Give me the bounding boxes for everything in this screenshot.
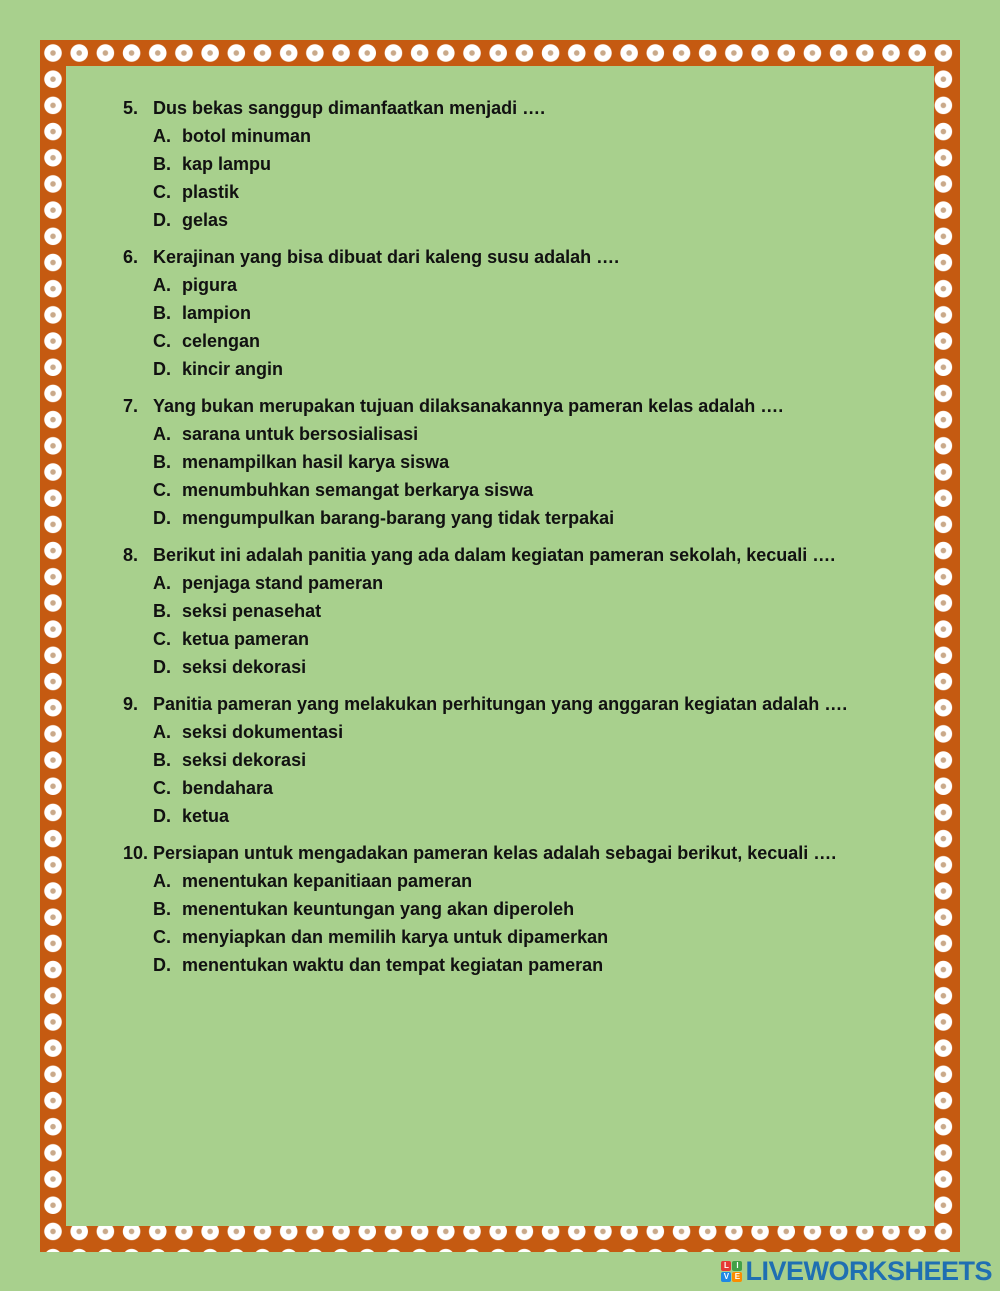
option-list (153, 569, 923, 681)
question-item (123, 243, 923, 383)
option-letter: C. (153, 629, 171, 649)
option-letter: A. (153, 722, 171, 742)
logo-tile: E (732, 1272, 742, 1282)
answer-option[interactable] (153, 802, 923, 830)
answer-option[interactable] (153, 625, 923, 653)
question-number: 9. (123, 694, 139, 714)
question-item (123, 94, 923, 234)
answer-option[interactable] (153, 746, 923, 774)
option-letter: C. (153, 182, 171, 202)
option-letter: B. (153, 601, 171, 621)
question-line (123, 243, 923, 271)
option-letter: C. (153, 331, 171, 351)
question-line (123, 541, 923, 569)
answer-option[interactable] (153, 653, 923, 681)
answer-option[interactable] (153, 448, 923, 476)
option-text: mengumpulkan barang-barang yang tidak terpakai (182, 508, 615, 528)
question-text: Dus bekas sanggup dimanfaatkan menjadi …. (153, 98, 546, 118)
option-list (153, 718, 923, 830)
question-item (123, 839, 923, 979)
question-item (123, 392, 923, 532)
answer-option[interactable] (153, 476, 923, 504)
option-letter: D. (153, 210, 171, 230)
answer-option[interactable] (153, 150, 923, 178)
option-list (153, 867, 923, 979)
option-text: botol minuman (182, 126, 311, 146)
option-letter: B. (153, 899, 171, 919)
option-text: ketua pameran (182, 629, 310, 649)
option-letter: D. (153, 806, 171, 826)
question-list (123, 94, 923, 988)
question-text: Yang bukan merupakan tujuan dilaksanakannya pameran kelas adalah …. (153, 396, 784, 416)
option-text: seksi dokumentasi (182, 722, 344, 742)
answer-option[interactable] (153, 271, 923, 299)
question-line (123, 839, 923, 867)
option-text: seksi dekorasi (182, 657, 307, 677)
answer-option[interactable] (153, 420, 923, 448)
option-letter: A. (153, 573, 171, 593)
logo-tile: I (732, 1261, 742, 1271)
question-number: 8. (123, 545, 139, 565)
option-text: kincir angin (182, 359, 284, 379)
answer-option[interactable] (153, 178, 923, 206)
question-number: 5. (123, 98, 139, 118)
question-line (123, 690, 923, 718)
answer-option[interactable] (153, 923, 923, 951)
option-letter: A. (153, 275, 171, 295)
option-text: menumbuhkan semangat berkarya siswa (182, 480, 534, 500)
option-list (153, 122, 923, 234)
question-number: 7. (123, 396, 139, 416)
option-text: menentukan kepanitiaan pameran (182, 871, 473, 891)
option-text: sarana untuk bersosialisasi (182, 424, 419, 444)
option-text: celengan (182, 331, 261, 351)
option-letter: B. (153, 154, 171, 174)
option-letter: C. (153, 927, 171, 947)
option-text: menampilkan hasil karya siswa (182, 452, 450, 472)
option-text: seksi dekorasi (182, 750, 307, 770)
option-text: menyiapkan dan memilih karya untuk dipamerkan (182, 927, 609, 947)
question-text: Berikut ini adalah panitia yang ada dalam kegiatan pameran sekolah, kecuali …. (153, 545, 836, 565)
option-text: ketua (182, 806, 230, 826)
answer-option[interactable] (153, 951, 923, 979)
option-letter: B. (153, 750, 171, 770)
option-text: gelas (182, 210, 229, 230)
option-letter: A. (153, 126, 171, 146)
option-text: bendahara (182, 778, 274, 798)
answer-option[interactable] (153, 597, 923, 625)
question-text: Panitia pameran yang melakukan perhitungan yang anggaran kegiatan adalah …. (153, 694, 848, 714)
answer-option[interactable] (153, 355, 923, 383)
answer-option[interactable] (153, 569, 923, 597)
answer-option[interactable] (153, 327, 923, 355)
option-letter: A. (153, 871, 171, 891)
answer-option[interactable] (153, 774, 923, 802)
option-text: seksi penasehat (182, 601, 322, 621)
option-text: pigura (182, 275, 238, 295)
question-text: Kerajinan yang bisa dibuat dari kaleng susu adalah …. (153, 247, 620, 267)
option-letter: A. (153, 424, 171, 444)
option-letter: D. (153, 359, 171, 379)
logo-tile: V (721, 1272, 731, 1282)
question-number: 10. (123, 843, 149, 863)
option-text: menentukan waktu dan tempat kegiatan pameran (182, 955, 604, 975)
question-item (123, 690, 923, 830)
option-letter: D. (153, 955, 171, 975)
liveworksheets-brand (721, 1256, 992, 1286)
option-text: lampion (182, 303, 252, 323)
answer-option[interactable] (153, 299, 923, 327)
answer-option[interactable] (153, 718, 923, 746)
answer-option[interactable] (153, 504, 923, 532)
option-list (153, 271, 923, 383)
option-text: plastik (182, 182, 240, 202)
logo-tile: L (721, 1261, 731, 1271)
question-item (123, 541, 923, 681)
question-line (123, 392, 923, 420)
answer-option[interactable] (153, 206, 923, 234)
option-text: kap lampu (182, 154, 272, 174)
brand-text: LIVEWORKSHEETS (745, 1255, 992, 1286)
question-text: Persiapan untuk mengadakan pameran kelas adalah sebagai berikut, kecuali …. (153, 843, 837, 863)
option-text: menentukan keuntungan yang akan diperoleh (182, 899, 575, 919)
option-letter: B. (153, 303, 171, 323)
answer-option[interactable] (153, 122, 923, 150)
answer-option[interactable] (153, 867, 923, 895)
option-list (153, 420, 923, 532)
question-line (123, 94, 923, 122)
option-letter: C. (153, 778, 171, 798)
option-letter: D. (153, 657, 171, 677)
question-number: 6. (123, 247, 139, 267)
option-text: penjaga stand pameran (182, 573, 384, 593)
liveworksheets-logo-icon (721, 1261, 742, 1282)
option-letter: B. (153, 452, 171, 472)
option-letter: D. (153, 508, 171, 528)
answer-option[interactable] (153, 895, 923, 923)
option-letter: C. (153, 480, 171, 500)
